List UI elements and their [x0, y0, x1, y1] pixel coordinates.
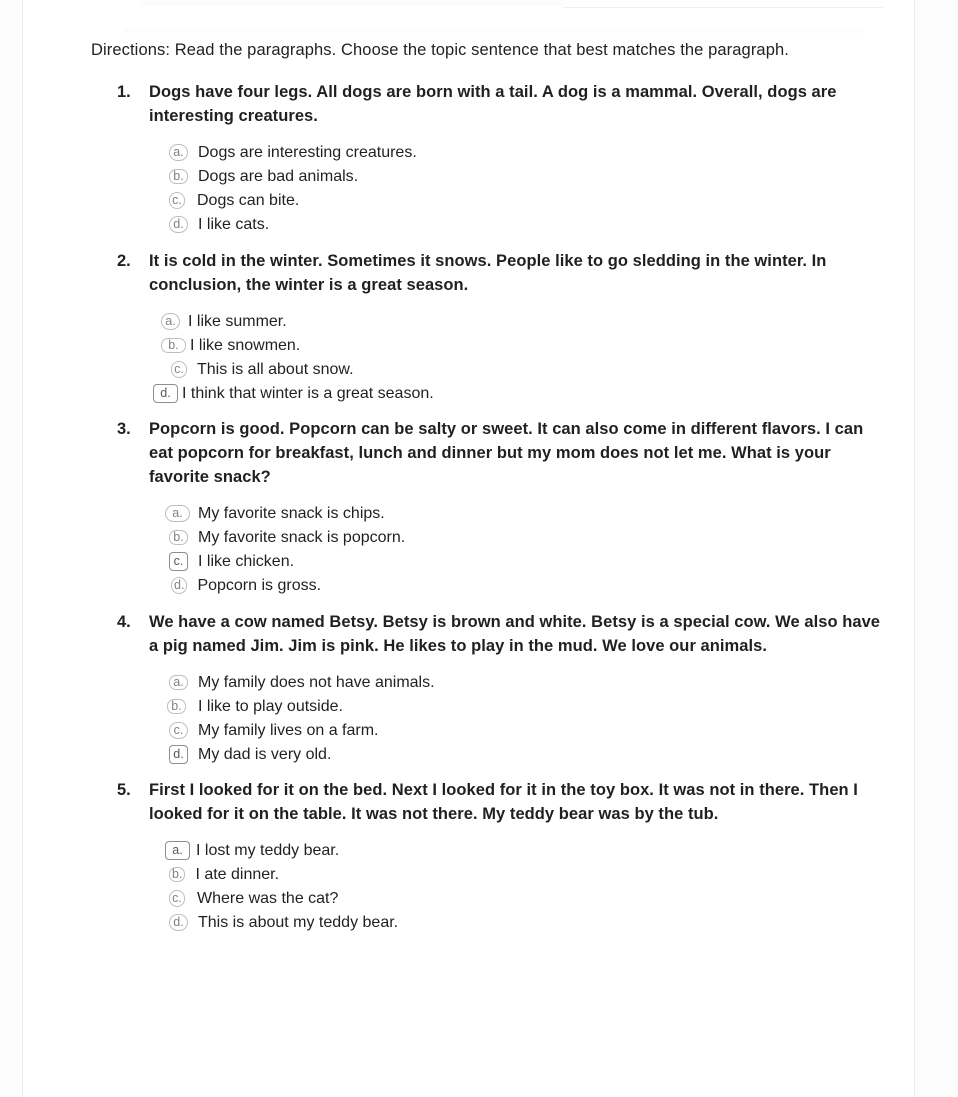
option-d[interactable]	[169, 745, 916, 765]
option-a[interactable]	[165, 504, 916, 524]
question-number: 5.	[117, 781, 131, 799]
option-c[interactable]	[161, 360, 916, 380]
question-item	[23, 249, 916, 404]
option-letter-box: b.	[169, 867, 185, 882]
option-letter-box: c.	[169, 192, 185, 209]
option-text: Popcorn is gross.	[197, 577, 322, 595]
option-text: This is all about snow.	[197, 360, 354, 378]
question-item	[23, 610, 916, 765]
option-letter-box: b.	[161, 338, 186, 353]
question-paragraph: Popcorn is good. Popcorn can be salty or sweet. It can also come in different flavors. I can eat popcorn for breakfast, lunch and dinner but my mom does not let me. What is your favorite snack?	[149, 420, 864, 486]
question-item	[23, 80, 916, 235]
option-letter-box: d.	[169, 914, 188, 931]
scan-artifact-block	[143, 0, 563, 6]
question-heading	[23, 778, 916, 826]
scan-artifact-line	[563, 7, 883, 8]
option-letter-box: d.	[171, 577, 187, 594]
option-letter-box: c.	[169, 722, 188, 739]
option-text: Where was the cat?	[197, 890, 339, 908]
option-letter-box: a.	[165, 841, 190, 860]
option-letter-box: a.	[169, 675, 188, 690]
answer-options	[23, 143, 916, 235]
option-text: Dogs are interesting creatures.	[198, 144, 417, 162]
question-item	[23, 778, 916, 933]
option-c[interactable]	[169, 191, 916, 211]
option-text: My favorite snack is chips.	[198, 505, 385, 523]
option-text: I ate dinner.	[195, 866, 280, 884]
question-heading	[23, 80, 916, 128]
option-letter-box: b.	[167, 699, 186, 714]
worksheet-page	[22, 0, 915, 1097]
option-letter-box: b.	[169, 169, 188, 184]
answer-options	[23, 673, 916, 765]
option-b[interactable]	[169, 167, 916, 187]
option-a[interactable]	[161, 312, 916, 332]
question-number: 3.	[117, 420, 131, 438]
directions-text: Directions: Read the paragraphs. Choose the topic sentence that best matches the paragraph.	[91, 41, 789, 59]
question-paragraph: Dogs have four legs. All dogs are born with a tail. A dog is a mammal. Overall, dogs are interesting creatures.	[149, 83, 837, 125]
option-text: I like to play outside.	[198, 697, 343, 715]
question-paragraph: First I looked for it on the bed. Next I looked for it in the toy box. It was not in there. Then I looked for it on the table. It was not there. My teddy bear was by the tub.	[149, 781, 858, 823]
option-text: I like chicken.	[198, 553, 295, 571]
option-d[interactable]	[165, 576, 916, 596]
option-letter-box: d.	[153, 384, 178, 403]
option-letter-box: a.	[169, 144, 188, 161]
option-d[interactable]	[165, 913, 916, 933]
option-text: My favorite snack is popcorn.	[198, 529, 406, 547]
option-b[interactable]	[165, 528, 916, 548]
option-letter-box: d.	[169, 745, 188, 764]
option-text: My dad is very old.	[198, 745, 332, 763]
option-c[interactable]	[169, 721, 916, 741]
option-c[interactable]	[165, 889, 916, 909]
option-b[interactable]	[161, 336, 916, 356]
question-number: 1.	[117, 83, 131, 101]
answer-options	[23, 312, 916, 404]
question-heading	[23, 249, 916, 297]
option-a[interactable]	[165, 841, 916, 861]
option-letter-box: b.	[169, 530, 188, 545]
question-paragraph: It is cold in the winter. Sometimes it snows. People like to go sledding in the winter. In conclusion, the winter is a great season.	[149, 251, 827, 294]
option-a[interactable]	[169, 673, 916, 693]
question-number: 2.	[117, 251, 131, 270]
option-letter-box: a.	[161, 313, 180, 330]
option-text: I lost my teddy bear.	[196, 842, 340, 860]
option-d[interactable]	[169, 215, 916, 235]
option-text: This is about my teddy bear.	[198, 914, 399, 932]
option-letter-box: a.	[165, 505, 190, 522]
option-letter-box: c.	[169, 890, 185, 907]
option-text: I like cats.	[198, 216, 270, 234]
scan-artifact-band	[123, 28, 863, 33]
option-text: Dogs are bad animals.	[198, 168, 359, 186]
answer-options	[23, 504, 916, 596]
option-letter-box: d.	[169, 216, 188, 233]
option-text: I like snowmen.	[190, 336, 301, 354]
option-text: My family does not have animals.	[198, 673, 435, 691]
option-letter-box: c.	[169, 552, 188, 571]
option-a[interactable]	[169, 143, 916, 163]
question-number: 4.	[117, 612, 131, 631]
option-c[interactable]	[165, 552, 916, 572]
option-text: I think that winter is a great season.	[182, 384, 434, 402]
option-text: I like summer.	[188, 312, 287, 330]
option-d[interactable]	[153, 384, 916, 404]
question-item	[23, 417, 916, 596]
option-b[interactable]	[167, 697, 916, 717]
option-text: My family lives on a farm.	[198, 721, 379, 739]
question-heading	[23, 417, 916, 489]
option-text: Dogs can bite.	[197, 192, 300, 210]
question-list	[23, 80, 916, 947]
answer-options	[23, 841, 916, 933]
question-heading	[23, 610, 916, 658]
option-b[interactable]	[165, 865, 916, 885]
option-letter-box: c.	[171, 361, 187, 378]
question-paragraph: We have a cow named Betsy. Betsy is brown and white. Betsy is a special cow. We also have a pig named Jim. Jim is pink. He likes to play in the mud. We love our animals.	[149, 612, 881, 655]
